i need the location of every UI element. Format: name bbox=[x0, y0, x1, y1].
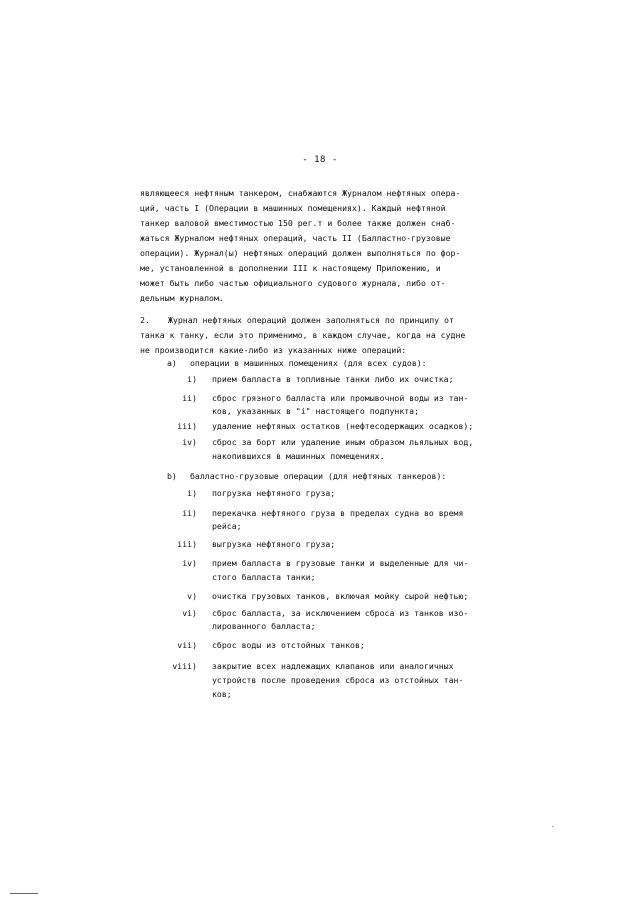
item-label: iii) bbox=[177, 539, 197, 549]
section-b-marker: b) bbox=[167, 471, 177, 481]
scan-speck bbox=[552, 826, 553, 827]
item-label: vi) bbox=[182, 608, 197, 618]
para2-line: танка к танку, если это применимо, в каждом случае, когда на судне bbox=[140, 330, 466, 340]
item-text: прием балласта в топливные танки либо их очистка; bbox=[212, 374, 454, 384]
intro-line: операции). Журнал(ы) нефтяных операций должен выполняться по фор- bbox=[140, 248, 461, 258]
section-a-marker: a) bbox=[167, 358, 177, 368]
scan-mark bbox=[10, 893, 38, 894]
item-text: выгрузка нефтяного груза; bbox=[212, 539, 336, 549]
item-label: i) bbox=[187, 374, 197, 384]
item-text: стого балласта танки; bbox=[212, 572, 316, 582]
paragraph-number: 2. bbox=[140, 315, 150, 325]
item-text: сброс грязного балласта или промывочной воды из тан- bbox=[212, 393, 469, 403]
para2-line: Журнал нефтяных операций должен заполняться по принципу от bbox=[168, 315, 454, 325]
item-text: перекачка нефтяного груза в пределах судна во время bbox=[212, 508, 464, 518]
item-text: сброс воды из отстойных танков; bbox=[212, 640, 365, 650]
item-text: ков; bbox=[212, 689, 232, 699]
item-text: очистка грузовых танков, включая мойку сырой нефтью; bbox=[212, 591, 469, 601]
section-b-heading: балластно-грузовые операции (для нефтяных танкеров): bbox=[190, 471, 447, 481]
item-label: iii) bbox=[177, 421, 197, 431]
page-number: - 18 - bbox=[302, 155, 338, 165]
item-text: сброс балласта, за исключением сброса из танков изо- bbox=[212, 608, 469, 618]
section-a-heading: операции в машинных помещениях (для всех судов): bbox=[190, 358, 427, 368]
intro-line: дельным журналом. bbox=[140, 293, 224, 303]
item-label: vii) bbox=[177, 640, 197, 650]
item-label: ii) bbox=[182, 393, 197, 403]
item-text: прием балласта в грузовые танки и выделенные для чи- bbox=[212, 558, 469, 568]
intro-line: ций, часть I (Операции в машинных помещениях). Каждый нефтяной bbox=[140, 203, 446, 213]
item-text: погрузка нефтяного груза; bbox=[212, 488, 336, 498]
item-text: устройств после проведения сброса из отстойных тан- bbox=[212, 675, 464, 685]
item-label: i) bbox=[187, 488, 197, 498]
item-text: сброс за борт или удаление иным образом льяльных вод, bbox=[212, 437, 474, 447]
item-label: ii) bbox=[182, 508, 197, 518]
intro-line: может быть либо частью официального судового журнала, либо от- bbox=[140, 278, 446, 288]
item-text: закрытие всех надлежащих клапанов или аналогичных bbox=[212, 661, 454, 671]
intro-line: жаться Журналом нефтяных операций, часть II (Балластно-грузовые bbox=[140, 233, 451, 243]
item-text: рейса; bbox=[212, 521, 242, 531]
intro-line: являющееся нефтяным танкером, снабжаются Журналом нефтяных опера- bbox=[140, 188, 461, 198]
item-label: viii) bbox=[172, 661, 197, 671]
item-label: iv) bbox=[182, 437, 197, 447]
para2-line: не производится какие-либо из указанных ниже операций: bbox=[140, 345, 407, 355]
item-text: накопившихся в машинных помещениях. bbox=[212, 451, 385, 461]
item-label: iv) bbox=[182, 558, 197, 568]
intro-line: танкер валовой вместимостью 150 рег.т и более также должен снаб- bbox=[140, 218, 456, 228]
item-text: лированного балласта; bbox=[212, 621, 316, 631]
item-text: ков, указанных в "i" настоящего подпункта; bbox=[212, 406, 420, 416]
intro-line: ме, установленной в дополнении III к настоящему Приложению, и bbox=[140, 263, 441, 273]
item-label: v) bbox=[187, 591, 197, 601]
item-text: удаление нефтяных остатков (нефтесодержащих осадков); bbox=[212, 421, 474, 431]
